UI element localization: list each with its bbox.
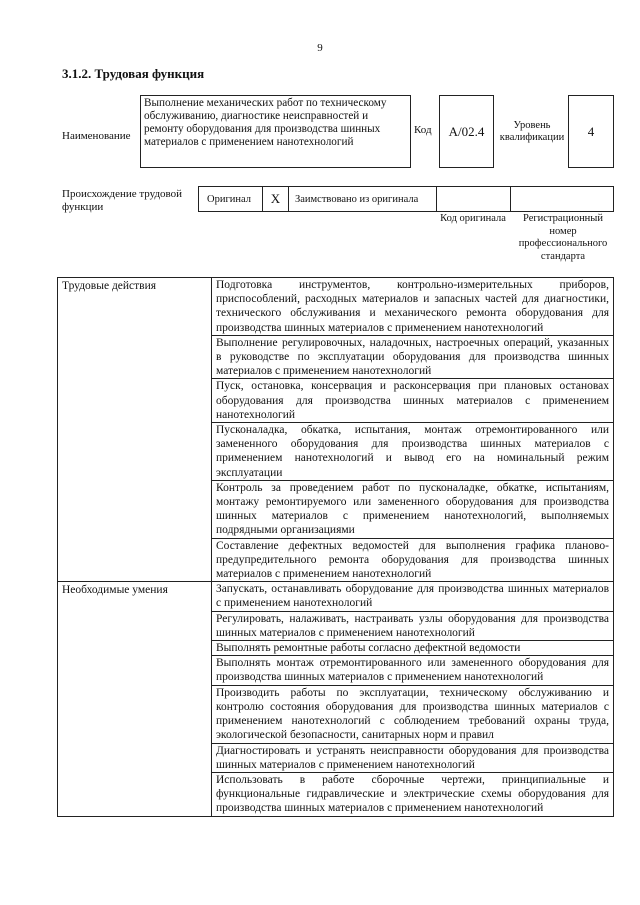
- section-heading: Трудовые действия: [58, 278, 212, 582]
- list-item: Регулировать, налаживать, настраивать узлы оборудования для производства шинных материалов с применением нанотехнологий: [212, 611, 614, 640]
- list-item: Выполнять монтаж отремонтированного или замененного оборудования для производства шинных материалов с применением нанотехнологий: [212, 656, 614, 685]
- list-item: Контроль за проведением работ по пусконаладке, обкатке, испытаниям, монтажу ремонтируемого или замененного оборудования для производства шинных материалов с применением нанотехнологий, выполняемых подрядными организациями: [212, 480, 614, 538]
- level-label: Уровень квалификации: [499, 120, 565, 143]
- function-table: [57, 277, 614, 817]
- origin-mark: X: [263, 187, 289, 211]
- origin-label: Происхождение трудовой функции: [62, 188, 183, 213]
- list-item: Запускать, останавливать оборудование для производства шинных материалов с применением нанотехнологий: [212, 582, 614, 611]
- origin-reg-caption: Регистрационный номер профессионального стандарта: [518, 213, 608, 262]
- list-item: Производить работы по эксплуатации, техническому обслуживанию и контролю состояния оборудования для производства шинных материалов с применением нанотехнологий с соблюдением требований охраны труда, экологической безопасности, санитарных норм и правил: [212, 685, 614, 743]
- section-heading: Необходимые умения: [58, 582, 212, 816]
- origin-code-cell: [437, 187, 511, 211]
- list-item: Выполнение регулировочных, наладочных, настроечных операций, указанных в руководстве по эксплуатации оборудования для производства шинных материалов с применением нанотехнологий: [212, 335, 614, 379]
- list-item: Выполнять ремонтные работы согласно дефектной ведомости: [212, 641, 614, 656]
- list-item: Пуск, остановка, консервация и расконсервация при плановых остановах оборудования для производства шинных материалов с применением нанотехнологий: [212, 379, 614, 423]
- list-item: Использовать в работе сборочные чертежи, принципиальные и функциональные гидравлические и электрические схемы оборудования для производства шинных материалов с применением нанотехнологий: [212, 772, 614, 816]
- section-title: 3.1.2. Трудовая функция: [62, 66, 205, 81]
- name-label: Наименование: [62, 130, 131, 142]
- list-item: Пусконаладка, обкатка, испытания, монтаж отремонтированного или замененного оборудования для производства шинных материалов с применением нанотехнологий и вывод его на номинальный режим эксплуатации: [212, 423, 614, 481]
- code-value: A/02.4: [439, 95, 494, 168]
- page-number: 9: [317, 42, 323, 54]
- code-label: Код: [414, 124, 432, 136]
- list-item: Составление дефектных ведомостей для выполнения графика планово-предупредительного ремонта оборудования для производства шинных материалов с применением нанотехнологий: [212, 538, 614, 582]
- table-row: [58, 582, 614, 611]
- name-value: Выполнение механических работ по техническому обслуживанию, диагностике неисправностей и ремонту оборудования для производства шинных материалов с применением нанотехнологий: [140, 95, 411, 168]
- list-item: Диагностировать и устранять неисправности оборудования для производства шинных материалов с применением нанотехнологий: [212, 743, 614, 772]
- level-value: 4: [568, 95, 614, 168]
- list-item: Подготовка инструментов, контрольно-измерительных приборов, приспособлений, расходных материалов и запасных частей для диагностики, технического обслуживания и механического ремонта оборудования для производства шинных материалов с применением нанотехнологий: [212, 278, 614, 336]
- table-row: [58, 278, 614, 336]
- origin-original: Оригинал: [199, 187, 263, 211]
- origin-row: [198, 186, 614, 212]
- origin-reg-cell: [511, 187, 613, 211]
- origin-code-caption: Код оригинала: [440, 213, 506, 224]
- origin-borrowed: Заимствовано из оригинала: [289, 187, 437, 211]
